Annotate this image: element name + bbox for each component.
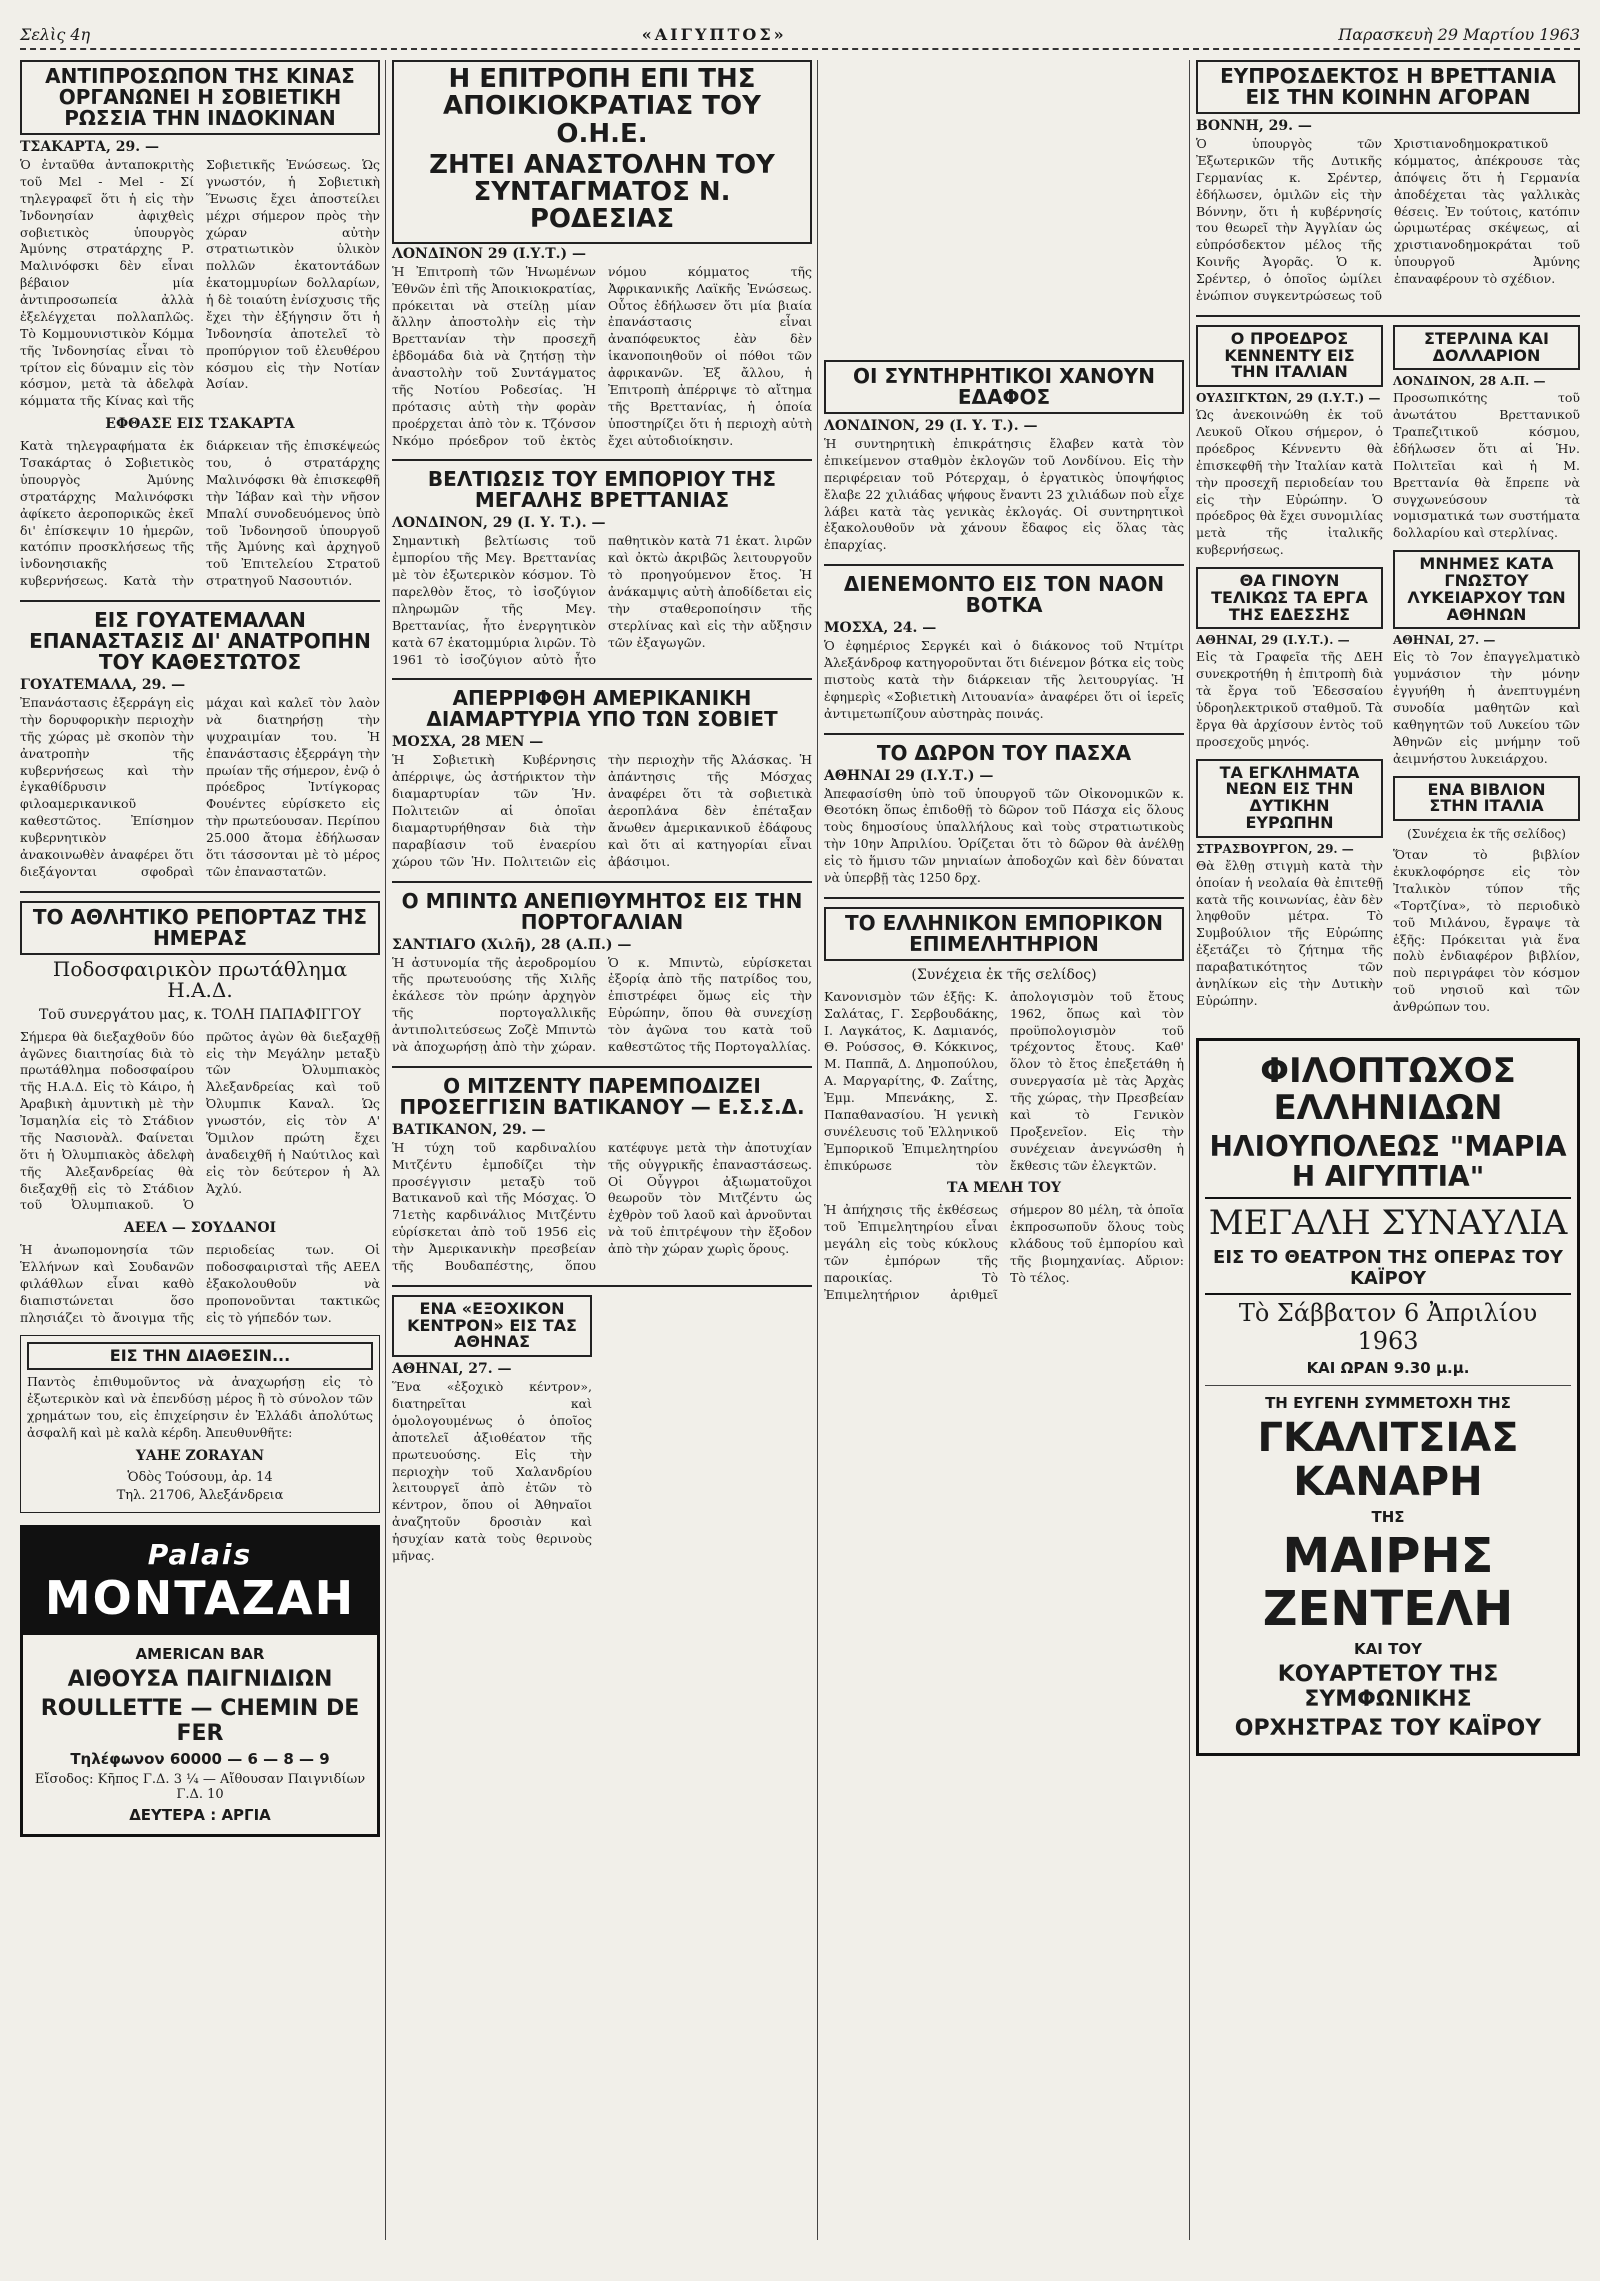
notice-phone: Τηλ. 21706, Ἀλεξάνδρεια: [116, 1487, 284, 1503]
article-body: Κατὰ τηλεγραφήματα ἐκ Τσακάρτας ὁ Σοβιετικὸς ὑπουργὸς Ἀμύνης στρατάρχης Μαλινόφσκι ἀφίκετο ἀεροπορικῶς ἐκεῖ δι' ἐπίσκεψιν 10 ἡμερῶν, κατόπιν προσκλήσεως τῆς ἰνδονησιακῆς κυβερνήσεως. Κατὰ τὴν διάρκειαν τῆς ἐπισκέψεώς του, ὁ στρατάρχης Μαλινόφσκι θὰ ἐπισκεφθῆ τὴν Ἰάβαν καὶ τὴν νῆσον Μπαλί συνοδευόμενος ὑπὸ τοῦ Ἰνδονησοῦ ὑπουργοῦ τῆς Ἀμύνης καὶ ἀρχηγοῦ τοῦ Ἐπιτελείου Στρατοῦ στρατηγοῦ Νασουτιόν.: [20, 438, 380, 589]
dateline: ΣΤΡΑΣΒΟΥΡΓΟΝ, 29. —: [1196, 841, 1354, 856]
ad-event: ΜΕΓΑΛΗ ΣΥΝΑΥΛΙΑ: [1208, 1203, 1568, 1244]
ad-entry: Εἴσοδος: Κῆπος Γ.Δ. 3 ¼ — Αἴθουσαν Παιγνιδίων Γ.Δ. 10: [34, 1771, 366, 1802]
ad-time: ΚΑΙ ΩΡΑΝ 9.30 μ.μ.: [1306, 1359, 1470, 1378]
headline-book-italy: ΕΝΑ ΒΙΒΛΙΟΝ ΣΤΗΝ ΙΤΑΛΙΑ: [1393, 776, 1580, 822]
dateline: ΛΟΝΔΙΝΟΝ, 28 Α.Π. —: [1393, 374, 1546, 389]
ad-date: Τὸ Σάββατον 6 Ἀπριλίου 1963: [1238, 1299, 1538, 1356]
notice-title: ΕΙΣ ΤΗΝ ΔΙΑΘΕΣΙΝ...: [27, 1342, 373, 1371]
headline-country-club: ΕΝΑ «ΕΞΟΧΙΚΟΝ ΚΕΝΤΡΟΝ» ΕΙΣ ΤΑΣ ΑΘΗΝΑΣ: [392, 1295, 592, 1357]
ad-connector: ΤΗΣ: [1371, 1508, 1405, 1527]
headline-guatemala: ΕΙΣ ΓΟΥΑΤΕΜΑΛΑΝ ΕΠΑΝΑΣΤΑΣΙΣ ΔΙ' ΑΝΑΤΡΟΠΗΝ ΤΟΥ ΚΑΘΕΣΤΩΤΟΣ: [29, 608, 371, 674]
ad-connector: ΚΑΙ ΤΟΥ: [1354, 1639, 1422, 1658]
divider: [824, 564, 1184, 566]
dateline: ΒΑΤΙΚΑΝΟΝ, 29. —: [392, 1121, 546, 1138]
classified-notice: [20, 1335, 380, 1513]
headline-conservatives: ΟΙ ΣΥΝΤΗΡΗΤΙΚΟΙ ΧΑΝΟΥΝ ΕΔΑΦΟΣ: [824, 360, 1184, 414]
ad-venue: ΕΙΣ ΤΟ ΘΕΑΤΡΟΝ ΤΗΣ ΟΠΕΡΑΣ ΤΟΥ ΚΑΪΡΟΥ: [1205, 1247, 1571, 1295]
dateline: ΟΥΑΣΙΓΚΤΩΝ, 29 (Ι.Υ.Τ.) —: [1196, 391, 1381, 406]
headline-youth-crime: ΤΑ ΕΓΚΛΗΜΑΤΑ ΝΕΩΝ ΕΙΣ ΤΗΝ ΔΥΤΙΚΗΝ ΕΥΡΩΠΗΝ: [1196, 759, 1383, 838]
article-body: Κανονισμὸν τῶν ἑξῆς: Κ. Σαλάτας, Γ. Σερβουδάκης, Ι. Λαγκάτος, Κ. Δαμιανός, Θ. Ρούσσος, Θ. Κόκκινος, Μ. Παππᾶ, Δ. Δημοπούλου, Α. Μαργαρίτης, Φ. Ζαΐτης, Ἐμμ. Μπενάκης, Σ. Παπαθανασίου. Ἡ γενικὴ συνέλευσις τοῦ Ἑλληνικοῦ Ἐμπορικοῦ Ἐπιμελητηρίου ἐπικύρωσε τὸν ἀπολογισμὸν τοῦ ἔτους 1962, ὅπως καὶ τὸν προϋπολογισμὸν τοῦ τρέχοντος ἔτους. Καθ' ὅλον τὸ ἔτος ἐπεξετάθη ἡ συνεργασία μὲ τὰς Ἀρχὰς τῆς χώρας, τὴν Πρεσβείαν καὶ τὸ Γενικὸν Προξενεῖον. Εἰς τὴν συνέχειαν ἀνεγνώσθη ἡ ἔκθεσις τῶν ἐλεγκτῶν.: [824, 988, 1184, 1173]
page-number: Σελὶς 4η: [20, 24, 91, 44]
issue-date: Παρασκευὴ 29 Μαρτίου 1963: [1338, 24, 1580, 44]
montazah-logo: [23, 1528, 377, 1635]
dateline: ΑΘΗΝΑΙ, 27. —: [1393, 633, 1496, 648]
continuation-note: (Συνέχεια ἐκ τῆς σελίδος): [911, 966, 1097, 983]
article-body: Θὰ ἔλθῃ στιγμὴ κατὰ τὴν ὁποίαν ἡ νεολαία θὰ ἐπιτεθῇ κατὰ τῆς κοινωνίας, ἐὰν δὲν ληφθοῦν μέτρα. Τὸ Συμβούλιον τῆς Εὐρώπης ἐξετάζει τὸ ζήτημα τῆς παραβατικότητος τῶν ἀνηλίκων εἰς τὴν Δυτικὴν Εὐρώπην.: [1196, 857, 1383, 1008]
subheading: ΕΦΘΑΣΕ ΕΙΣ ΤΣΑΚΑΡΤΑ: [105, 416, 295, 433]
logo-script: Palais: [147, 1537, 253, 1571]
divider: [392, 459, 812, 461]
ad-participation: ΤΗ ΕΥΓΕΝΗ ΣΥΜΜΕΤΟΧΗ ΤΗΣ: [1265, 1394, 1511, 1413]
sport-subtitle: Ποδοσφαιρικὸν πρωτάθλημα Η.Α.Δ.: [52, 956, 348, 1002]
divider: [20, 600, 380, 602]
column-2: [392, 60, 812, 1571]
headline-easter-gift: ΤΟ ΔΩΡΟΝ ΤΟΥ ΠΑΣΧΑ: [876, 740, 1132, 765]
ad-closed-day: ΔΕΥΤΕΡΑ : ΑΡΓΙΑ: [129, 1805, 271, 1824]
article-body: Ὁ ἐφημέριος Σεργκέι καὶ ὁ διάκονος τοῦ Ντμίτρι Ἀλεξάνδροφ κατηγοροῦνται ὅτι διένεμον βότκα εἰς τοὺς πιστοὺς κατὰ τὴν διάρκειαν τῆς λειτουργίας. Ἡ ἐφημερὶς «Σοβιετικὴ Λιτουανία» ἀναφέρει ὅτι οἱ ἱερεῖς ἀντιμετωπίζουν αὐστηρὰς ποινάς.: [824, 638, 1184, 721]
headline-uk-trade: ΒΕΛΤΙΩΣΙΣ ΤΟΥ ΕΜΠΟΡΙΟΥ ΤΗΣ ΜΕΓΑΛΗΣ ΒΡΕΤΤΑΝΙΑΣ: [427, 467, 777, 513]
article-body: Ἕνα «ἐξοχικὸ κέντρον», διατηρεῖται καὶ ὁμολογουμένως ὁ ὁποῖος ἀποτελεῖ ἀξιοθέατον τῆς πρωτευούσης. Εἰς τὴν περιοχὴν τοῦ Χαλανδρίου λειτουργεῖ ἀπὸ ἐτῶν τὸ κέντρον, ὅπου οἱ Ἀθηναῖοι ἀναζητοῦν δροσιὰν καὶ ἡσυχίαν κατὰ τοὺς θερινοὺς μῆνας.: [392, 1379, 592, 1563]
dateline: ΑΘΗΝΑΙ, 27. —: [392, 1361, 512, 1378]
article-body: Ἡ ἀπήχησις τῆς ἐκθέσεως τοῦ Ἐπιμελητηρίου εἶναι μεγάλη εἰς τοὺς κύκλους τῶν ἐμπόρων τῆς παροικίας. Τὸ Ἐπιμελητήριον ἀριθμεῖ σήμερον 80 μέλη, τὰ ὁποῖα ἐκπροσωποῦν ὅλους τοὺς κλάδους τοῦ ἐμπορίου καὶ τῆς βιομηχανίας. Αὔριον: Τὸ τέλος.: [824, 1202, 1184, 1302]
divider: [1205, 1385, 1571, 1386]
divider: [392, 678, 812, 680]
banner-line-1: Η ΕΠΙΤΡΟΠΗ ΕΠΙ ΤΗΣ ΑΠΟΙΚΙΟΚΡΑΤΙΑΣ ΤΟΥ Ο.Η.Ε.: [443, 64, 761, 149]
headline-russia-indochina: ΑΝΤΙΠΡΟΣΩΠΟΝ ΤΗΣ ΚΙΝΑΣ ΟΡΓΑΝΩΝΕΙ Η ΣΟΒΙΕΤΙΚΗ ΡΩΣΣΙΑ ΤΗΝ ΙΝΔΟΚΙΝΑΝ: [20, 60, 380, 135]
headline-soviet-protest: ΑΠΕΡΡΙΦΘΗ ΑΜΕΡΙΚΑΝΙΚΗ ΔΙΑΜΑΡΤΥΡΙΑ ΥΠΟ ΤΩΝ ΣΟΒΙΕΤ: [426, 686, 778, 732]
headline-britain-common-market: ΕΥΠΡΟΣΔΕΚΤΟΣ Η ΒΡΕΤΤΑΝΙΑ ΕΙΣ ΤΗΝ ΚΟΙΝΗΝ ΑΓΟΡΑΝ: [1196, 60, 1580, 114]
subheading: ΑΕΕΛ — ΣΟΥΔΑΝΟΙ: [123, 1220, 277, 1237]
notice-name: ΥΑΗΕ ΖΟRΑΥΑΝ: [135, 1447, 265, 1464]
concert-advertisement: [1196, 1038, 1580, 1756]
continuation-note: (Συνέχεια ἐκ τῆς σελίδος): [1407, 827, 1566, 842]
dateline: ΜΟΣΧΑ, 24. —: [824, 620, 937, 637]
article-body: Ὅταν τὸ βιβλίον ἐκυκλοφόρησε εἰς τὸν Ἰταλικὸν τύπον τῆς «Τορτζίνα», τὸ περιοδικὸ τοῦ Μιλάνου, ἔγραψε τὰ ἑξῆς: Πρόκειται γιὰ ἕνα πολὺ ἐνδιαφέρον βιβλίον, ποὺ περιγράφει τὸν κόσμον τοῦ νησιοῦ καὶ τῶν ἀνθρώπων του.: [1393, 847, 1580, 1014]
dateline: ΛΟΝΔΙΝΟΝ, 29 (Ι. Υ. Τ.). —: [392, 515, 606, 532]
dateline: ΑΘΗΝΑΙ 29 (Ι.Υ.Τ.) —: [824, 767, 994, 784]
dateline: ΛΟΝΔΙΝΟΝ 29 (Ι.Υ.Τ.) —: [392, 245, 586, 262]
article-body: Ἡ τύχη τοῦ καρδιναλίου Μιτζέντυ ἐμποδίζει τὴν προσέγγισιν μεταξὺ τοῦ Βατικανοῦ καὶ τῆς Μόσχας. Ὁ 71ετὴς καρδινάλιος Μιτζέντυ εὑρίσκεται ἀπὸ τοῦ 1956 εἰς τὴν Ἀμερικανικὴν πρεσβείαν τῆς Βουδαπέστης, ὅπου κατέφυγε μετὰ τὴν ἀποτυχίαν τῆς οὑγγρικῆς ἐπαναστάσεως. Οἱ Οὗγγροι ἀξιωματοῦχοι θεωροῦν τὸν Μιτζέντυ ὡς ἐχθρὸν τοῦ λαοῦ καὶ ἀρνοῦνται νὰ τοῦ ἐπιτρέψουν τὴν ἔξοδον ἀπὸ τὴν χώραν χωρὶς ὅρους.: [392, 1139, 812, 1273]
ad-phone: Τηλέφωνον 60000 — 6 — 8 — 9: [70, 1749, 330, 1768]
headline-lyceum-director: ΜΝΗΜΕΣ ΚΑΤΑ ΓΝΩΣΤΟΥ ΛΥΚΕΙΑΡΧΟΥ ΤΩΝ ΑΘΗΝΩΝ: [1393, 550, 1580, 629]
ad-org-name: ΗΛΙΟΥΠΟΛΕΩΣ "ΜΑΡΙΑ Η ΑΙΓΥΠΤΙΑ": [1205, 1132, 1571, 1200]
dateline: ΑΘΗΝΑΙ, 29 (Ι.Υ.Τ.). —: [1196, 633, 1350, 648]
article-body: Ἡ ἀνωπομονησία τῶν Ἑλλήνων καὶ Σουδανῶν φιλάθλων εἶναι καθὸ διαπιστώνεται ὅσο πλησιάζει τὸ ἄνοιγμα τῆς περιοδείας των. Οἱ ποδοσφαιρισταὶ τῆς ΑΕΕΛ ἐξακολουθοῦν νὰ προπονοῦνται τακτικῶς εἰς τὸ γήπεδόν των.: [20, 1242, 380, 1325]
sport-banner: ΤΟ ΑΘΛΗΤΙΚΟ ΡΕΠΟΡΤΑΖ ΤΗΣ ΗΜΕΡΑΣ: [20, 901, 380, 955]
headline-sterling-dollar: ΣΤΕΡΛΙΝΑ ΚΑΙ ΔΟΛΛΑΡΙΟΝ: [1393, 325, 1580, 371]
headline-chamber-of-commerce: ΤΟ ΕΛΛΗΝΙΚΟΝ ΕΜΠΟΡΙΚΟΝ ΕΠΙΜΕΛΗΤΗΡΙΟΝ: [824, 907, 1184, 961]
headline-mindszenty: Ο ΜΙΤΖΕΝΤΥ ΠΑΡΕΜΠΟΔΙΖΕΙ ΠΡΟΣΕΓΓΙΣΙΝ ΒΑΤΙΚΑΝΟΥ — Ε.Σ.Σ.Δ.: [399, 1073, 805, 1119]
article-body: Ἐπανάστασις ἐξερράγη εἰς τὴν δορυφορικὴν περιοχὴν τῆς χώρας μὲ σκοπὸν τὴν ἀνατροπὴν τῆς κυβερνήσεως καὶ τὴν ἐγκαθίδρυσιν φιλοαμερικανικοῦ καθεστῶτος. Ἐπίσημον κυβερνητικὸν ἀνακοινωθὲν ἀναφέρει ὅτι διεξάγονται σφοδραὶ μάχαι καὶ καλεῖ τὸν λαὸν νὰ διατηρήσῃ τὴν ψυχραιμίαν του. Ἡ ἐπανάστασις ἐξερράγη τὴν πρωίαν τῆς σήμερον, ἐνῷ ὁ πρόεδρος Ἰντίγκορας Φουέντες εὑρίσκετο εἰς τὴν πρωτεύουσαν. Περίπου 25.000 ἄτομα ἐδήλωσαν ὅτι τάσσονται μὲ τὸ μέρος τῶν ἐπαναστατῶν.: [20, 695, 380, 879]
divider: [824, 733, 1184, 735]
paper-name: «ΑΙΓΥΠΤΟΣ»: [641, 24, 787, 44]
notice-body: Παντὸς ἐπιθυμοῦντος νὰ ἀναχωρήσῃ εἰς τὸ ἐξωτερικὸν καὶ νὰ ἐπενδύσῃ μέρος ἢ τὸ σύνολον τῶν χρημάτων του, εἰς ἐπιχείρησιν ἐν Ἑλλάδι ἀπολύτως ἀσφαλῆ καὶ μὲ καλὰ κέρδη. Ἀπευθυνθῆτε:: [27, 1374, 373, 1441]
dateline: ΣΑΝΤΙΑΓΟ (Χιλῆ), 28 (Α.Π.) —: [392, 936, 632, 953]
column-1: [20, 60, 380, 1837]
ad-performer-1: ΓΚΑΛΙΤΣΙΑΣ ΚΑΝΑΡΗ: [1257, 1415, 1519, 1506]
headline-edessa-works: ΘΑ ΓΙΝΟΥΝ ΤΕΛΙΚΩΣ ΤΑ ΕΡΓΑ ΤΗΣ ΕΔΕΣΣΗΣ: [1196, 567, 1383, 629]
column-4: [1196, 60, 1580, 1756]
dateline: ΒΟΝΝΗ, 29. —: [1196, 118, 1312, 134]
masthead: [20, 20, 1580, 50]
column-3: [824, 60, 1184, 1310]
divider: [392, 1066, 812, 1068]
sport-byline: Τοῦ συνεργάτου μας, κ. ΤΟΛΗ ΠΑΠΑΦΙΓΓΟΥ: [38, 1006, 362, 1023]
article-body: Ὡς ἀνεκοινώθη ἐκ τοῦ Λευκοῦ Οἴκου σήμερον, ὁ πρόεδρος Κέννεντυ θὰ ἐπισκεφθῆ τὴν Ἰταλίαν κατὰ τὴν προσεχῆ περιοδείαν του εἰς τὴν Εὐρώπην. Ὁ πρόεδρος θὰ ἔχει συνομιλίας μετὰ τῆς ἰταλικῆς κυβερνήσεως.: [1196, 407, 1383, 558]
headline-kennedy-italy: Ο ΠΡΟΕΔΡΟΣ ΚΕΝΝΕΝΤΥ ΕΙΣ ΤΗΝ ΙΤΑΛΙΑΝ: [1196, 325, 1383, 387]
logo-name: MONTAZAH: [44, 1570, 356, 1625]
newspaper-page: [20, 20, 1580, 2241]
ad-ensemble: ΚΟΥΑΡΤΕΤΟΥ ΤΗΣ ΣΥΜΦΩΝΙΚΗΣ: [1277, 1661, 1499, 1712]
dateline: ΛΟΝΔΙΝΟΝ, 29 (Ι. Υ. Τ.). —: [824, 418, 1038, 434]
headline-vodka: ΔΙΕΝΕΜΟΝΤΟ ΕΙΣ ΤΟΝ ΝΑΟΝ ΒΟΤΚΑ: [843, 572, 1165, 618]
divider: [392, 1285, 812, 1287]
column-rule: [385, 60, 386, 2240]
column-rule: [817, 60, 818, 2240]
article-body: Προσωπικότης τοῦ ἀνωτάτου Βρεττανικοῦ Τραπεζιτικοῦ κόσμου, ἐδήλωσεν ὅτι αἱ Ἡν. Πολιτεῖαι καὶ ἡ Μ. Βρεττανία θὰ ἔπρεπε νὰ συγχωνεύσουν τὰ νομισματικά των συστήματα δολλαρίου καὶ στερλίνας.: [1393, 390, 1580, 541]
article-body: Ὁ ὑπουργὸς τῶν Ἐξωτερικῶν τῆς Δυτικῆς Γερμανίας κ. Σρέντερ, ἐδήλωσεν, ὁμιλῶν εἰς τὴν Βόννην, ὅτι ἡ κυβέρνησίς του θεωρεῖ τὴν Ἀγγλίαν ὡς εὐπρόσδεκτον μέλος τῆς Κοινῆς Ἀγορᾶς. Ὁ κ. Σρέντερ, ὁ ὁποῖος ὡμίλει ἐνώπιον συγκεντρώσεως τοῦ Χριστιανοδημοκρατικοῦ κόμματος, ἀπέκρουσε τὰς ἀπόψεις ὅτι ἡ Γερμανία ἀποδέχεται τὰς γαλλικὰς θέσεις. Ἐν τούτοις, κατόπιν ὡριμωτέρας σκέψεως, αἱ χριστιανοδημοκράται τοῦ ὑπουργοῦ Ἀμύνης ἐπαναφέρουν τὸ σχέδιον.: [1196, 136, 1580, 303]
ad-org: ΦΙΛΟΠΤΩΧΟΣ ΕΛΛΗΝΙΔΩΝ: [1260, 1050, 1516, 1129]
lead-banner: [392, 60, 812, 244]
dateline: ΤΣΑΚΑΡΤΑ, 29. —: [20, 139, 159, 155]
article-body: Εἰς τὸ 7ον ἐπαγγελματικὸ γυμνάσιον τὴν μόνην ἐγγυήθη ἡ ἀνεπτυγμένη συνοδία μαθητῶν καὶ καθηγητῶν τοῦ Λυκείου τῶν Ἀθηνῶν εἰς μνήμην τοῦ ἀειμνήστου λυκειάρχου.: [1393, 649, 1580, 766]
banner-line-2: ΖΗΤΕΙ ΑΝΑΣΤΟΛΗΝ ΤΟΥ ΣΥΝΤΑΓΜΑΤΟΣ Ν. ΡΟΔΕΣΙΑΣ: [429, 149, 775, 235]
headline-bintou: Ο ΜΠΙΝΤΩ ΑΝΕΠΙΘΥΜΗΤΟΣ ΕΙΣ ΤΗΝ ΠΟΡΤΟΓΑΛΙΑΝ: [401, 888, 803, 934]
divider: [20, 891, 380, 893]
ad-line: ROULLETTE — CHEMIN DE FER: [40, 1695, 360, 1746]
article-body: Ἡ Ἐπιτροπὴ τῶν Ἡνωμένων Ἐθνῶν ἐπὶ τῆς Ἀποικιοκρατίας, πρόκειται νὰ στείλῃ μίαν ἄλλην ἀποστολὴν εἰς τὴν Βρεττανίαν τὴν προσεχῆ ἑβδομάδα διὰ νὰ ζητήσῃ τὴν ἀναστολὴν τοῦ Συντάγματος τῆς Νοτίου Ροδεσίας. Ἡ πρότασις αὐτὴ τὴν φορὰν προέρχεται ἀπὸ τὸν κ. Τζόνσον Νκόμο πρόεδρον τοῦ ἐκτὸς νόμου κόμματος τῆς Ἀφρικανικῆς Λαϊκῆς Ἑνώσεως. Οὗτος ἐδήλωσεν ὅτι μία βιαία ἐπανάστασις εἶναι ἀναπόφευκτος ἐὰν δὲν ἱκανοποιηθοῦν οἱ πόθοι τῶν ἀφρικανῶν. Ἐξ ἄλλου, ἡ Ἐπιτροπὴ ἀπέρριψε τὸ αἴτημα τῆς Βρεττανίας, ἡ ὁποία ὑποστηρίζει ὅτι ἡ περιοχὴ αὐτὴ ἔχει αὐτοδιοίκησιν.: [392, 263, 812, 448]
article-body: Ἀπεφασίσθη ὑπὸ τοῦ ὑπουργοῦ τῶν Οἰκονομικῶν κ. Θεοτόκη ὅπως ἐπιδοθῇ τὸ δῶρον τοῦ Πάσχα εἰς ὅλους τοὺς δημοσίους ὑπαλλήλους καὶ τοὺς στρατιωτικοὺς τὴν 10ην Ἀπριλίου. Ὁρίζεται ὅτι τὸ δῶρον θὰ ἀνέλθῃ εἰς τὸ ἥμισυ τῶν μηνιαίων ἀποδοχῶν καὶ δὲν δύναται νὰ ὑπερβῇ τὰς 1250 δρχ.: [824, 785, 1184, 885]
article-body: Ἡ Σοβιετικὴ Κυβέρνησις ἀπέρριψε, ὡς ἀστήρικτον τὴν διαμαρτυρίαν τῶν Ἡν. Πολιτειῶν αἱ ὁποῖαι διαμαρτυρήθησαν διὰ τὴν παραβίασιν τοῦ ἐναερίου χώρου τῶν Ἡν. Πολιτειῶν εἰς τὴν περιοχὴν τῆς Ἀλάσκας. Ἡ ἀπάντησις τῆς Μόσχας ἀναφέρει ὅτι τὰ σοβιετικὰ ἀεροπλάνα δὲν ἐπέταξαν ἄνωθεν ἀμερικανικοῦ ἐδάφους καὶ ὅτι αἱ κατηγορίαι εἶναι ἀβάσιμοι.: [392, 752, 812, 869]
article-body: Σημαντικὴ βελτίωσις τοῦ ἐμπορίου τῆς Μεγ. Βρεττανίας μὲ τὸν ἐξωτερικὸν κόσμον. Τὸ παρελθὸν ἔτος, τὸ ἰσοζύγιον πληρωμῶν τῆς Μεγ. Βρεττανίας, ἦτο ἐνεργητικὸν κατὰ 67 ἑκατομμύρια λιρῶν. Τὸ 1961 τὸ ἰσοζύγιον αὐτὸ ἦτο παθητικὸν κατὰ 71 ἑκατ. λιρῶν καὶ ὀκτὼ ἀκριβῶς λειτουργοῦν τὸ προηγούμενον ἔτος. Ἡ ἀνάκαμψις αὐτὴ ἀποδίδεται εἰς τὴν σταθεροποίησιν τῆς στερλίνας καὶ εἰς τὴν αὔξησιν τῶν ἐξαγωγῶν.: [392, 533, 812, 667]
article-body: Ἡ συντηρητικὴ ἐπικράτησις ἔλαβεν κατὰ τὸν ἐπικείμενον σταθμὸν ἐκλογῶν τοῦ Λονδίνου. Εἰς τὴν περιφέρειαν τοῦ Ρότερχαμ, ὁ ἐργατικὸς ὑποψήφιος ἔλαβε 22 χιλιάδας ψήφους ἔναντι 23 χιλιάδων ποὺ εἶχε λάβει κατὰ τὰς γενικὰς ἐκλογάς. Οἱ συντηρητικοὶ ἐξακολουθοῦν νὰ χάνουν ἔδαφος εἰς ὅλας τὰς ἐπαρχίας.: [824, 436, 1184, 553]
ad-ensemble: ΟΡΧΗΣΤΡΑΣ ΤΟΥ ΚΑΪΡΟΥ: [1234, 1715, 1542, 1741]
divider: [392, 881, 812, 883]
ad-performer-2: ΜΑΙΡΗΣ ΖΕΝΤΕΛΗ: [1262, 1528, 1514, 1638]
divider: [824, 897, 1184, 899]
montazah-advertisement: [20, 1525, 380, 1837]
dateline: ΜΟΣΧΑ, 28 ΜΕΝ —: [392, 734, 544, 751]
article-body: Ἡ ἀστυνομία τῆς ἀεροδρομίου τῆς πρωτευούσης τῆς Χιλῆς ἐκάλεσε τὸν πρώην ἀρχηγὸν τῆς πορτογαλλικῆς ἀντιπολιτεύσεως Ζοζὲ Μπιντὼ νὰ ἀποχωρήσῃ ἀπὸ τὴν χώραν. Ὁ κ. Μπιντὼ, εὑρίσκεται ἐξορίᾳ ἀπὸ τῆς πατρίδος του, ἐπιστρέφει ὅμως εἰς τὴν Εὐρώπην, ὅπου θὰ συνεχίσῃ τὸν ἀγῶνα του κατὰ τοῦ καθεστῶτος τῆς Πορτογαλλίας.: [392, 954, 812, 1054]
divider: [1196, 315, 1580, 317]
article-body: Ὁ ἐνταῦθα ἀνταποκριτὴς τοῦ Μεl - Mel - Σί τηλεγραφεῖ ὅτι ἡ εἰς τὴν Ἰνδονησίαν ἀφιχθεὶς σοβιετικὸς ὑπουργὸς Ἀμύνης στρατάρχης Ρ. Μαλινόφσκι δὲν εἶναι βέβαιον μία ἀντιπροσωπεία ἀλλὰ ἐξελέγχεται πολλαπλῶς. Τὸ Κομμουνιστικὸν Κόμμα τῆς Ἰνδονησίας εἶναι τὸ τρίτον εἰς δύναμιν εἰς τὸν κόσμον, μετὰ τὰ ἀδελφὰ κόμματα τῆς Κίνας καὶ τῆς Σοβιετικῆς Ἑνώσεως. Ὡς γνωστόν, ἡ Σοβιετικὴ Ἕνωσις ἔχει ἀποστείλει μέχρι σήμερον πρὸς τὴν χώραν αὐτὴν στρατιωτικὸν ὑλικὸν πολλῶν ἑκατοντάδων ἑκατομμυρίων δολλαρίων, ἡ δὲ τοιαύτη ἐνίσχυσις τῆς ἔχει τὴν ἐξήγησιν ὅτι ἡ Ἰνδονησία ἀποτελεῖ τὸ προπύργιον τοῦ ἐλευθέρου κόσμου εἰς τὴν Νοτίαν Ἀσίαν.: [20, 157, 380, 409]
column-rule: [1189, 60, 1190, 2240]
ad-line: ΑΙΘΟΥΣΑ ΠΑΙΓΝΙΔΙΩΝ: [67, 1666, 333, 1692]
dateline: ΓΟΥΑΤΕΜΑΛΑ, 29. —: [20, 677, 186, 693]
article-body: Σήμερα θὰ διεξαχθοῦν δύο ἀγῶνες διαιτησίας διὰ τὸ πρωτάθλημα ποδοσφαίρου τῆς Η.Α.Δ. Εἰς τὸ Κάιρο, ἡ Ἀραβικὴ ἀμυντικὴ μὲ τὴν Ἰσμαηλία εἰς τὸ Στάδιον τῆς Νασιονὰλ. Φαίνεται ὅτι ἡ Ὀλυμπιακὸς ἀδελφὴ τῆς Ἀλεξανδρείας θὰ διεξαχθῇ εἰς τὸ Στάδιον τοῦ Ὀλυμπιακοῦ. Ὁ πρῶτος ἀγὼν θὰ διεξαχθῇ εἰς τὴν Μεγάλην μεταξὺ τῶν Ὀλυμπιακὸς Ἀλεξανδρείας καὶ τοῦ Ὀλυμπικ Καναλ. Ὡς γνωστόν, εἰς τὸν Α' Ὅμιλον πρώτη ἔχει ἀναδειχθῆ ἡ Ναύτιλος καὶ εἰς τὸν δεύτερον ἡ Ἀλ Ἀχλύ.: [20, 1028, 380, 1213]
ad-line: AMERICAN BAR: [135, 1644, 265, 1663]
notice-address: Ὁδὸς Τούσουμ, ἀρ. 14: [127, 1469, 273, 1485]
subheading: ΤΑ ΜΕΛΗ ΤΟΥ: [947, 1180, 1061, 1197]
article-body: Εἰς τὰ Γραφεῖα τῆς ΔΕΗ συνεκροτήθη ἡ ἐπιτροπὴ διὰ τὰ ἔργα τοῦ Ἐδεσσαίου ὑδροηλεκτρικοῦ σταθμοῦ. Τὰ ἔργα θὰ ἀρχίσουν ἐντὸς τοῦ προσεχοῦς μηνός.: [1196, 649, 1383, 749]
